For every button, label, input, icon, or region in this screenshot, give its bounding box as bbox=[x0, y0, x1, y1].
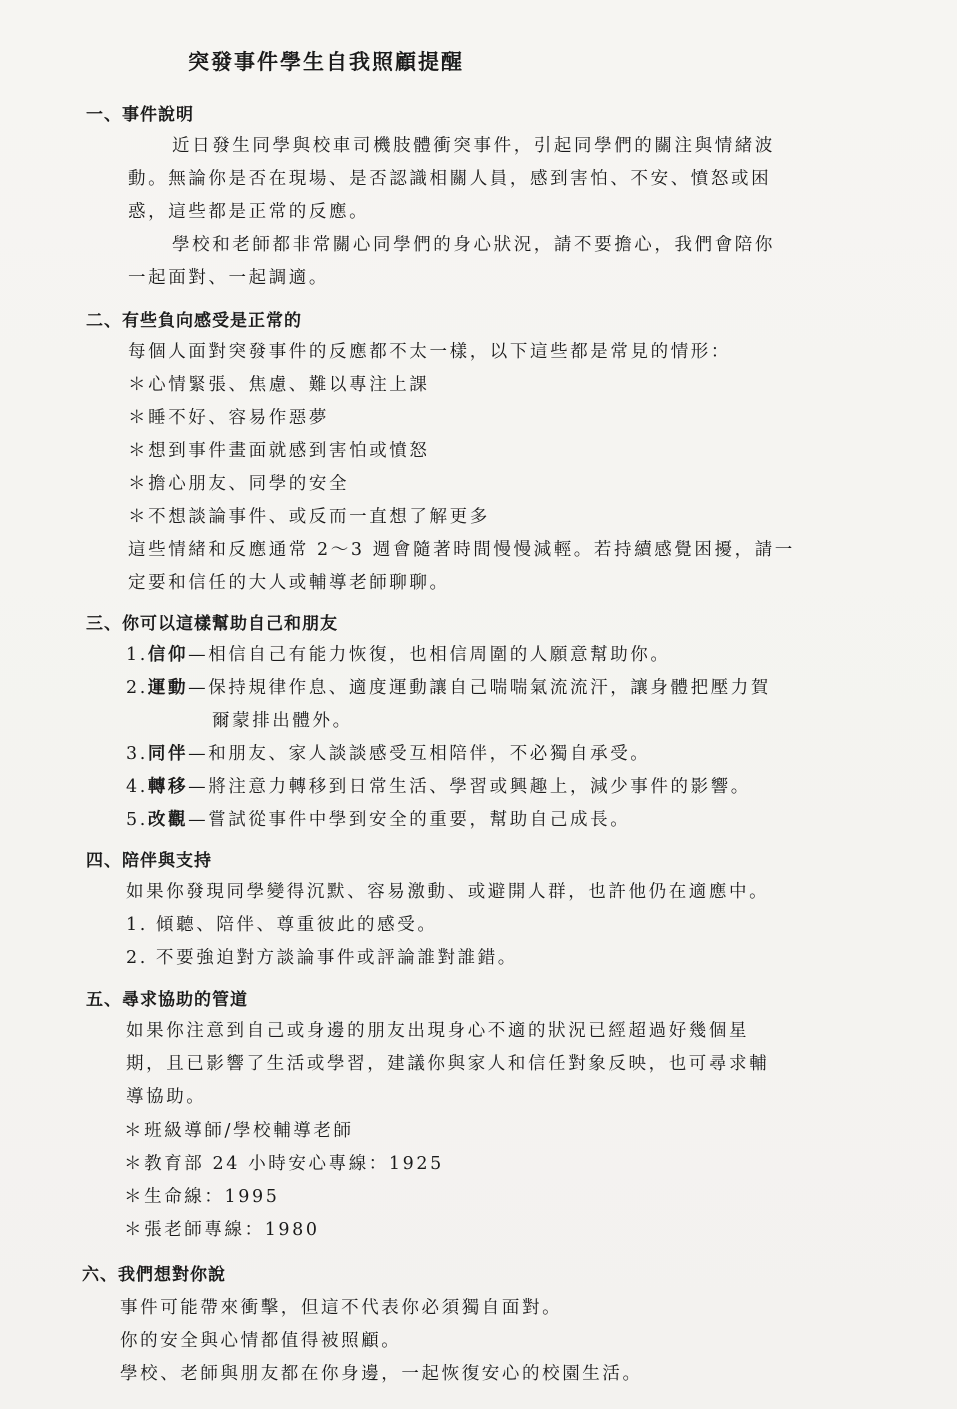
section-3-item bbox=[126, 641, 671, 666]
section-5-intro-line: 期，且已影響了生活或學習，建議你與家人和信任對象反映，也可尋求輔 bbox=[126, 1054, 770, 1074]
section-5-contact: ＊生命線：1995 bbox=[124, 1187, 280, 1207]
section-2-bullet: ＊睡不好、容易作惡夢 bbox=[128, 408, 329, 428]
section-5-contact: ＊教育部 24 小時安心專線：1925 bbox=[124, 1154, 444, 1174]
section-6-line: 你的安全與心情都值得被照顧。 bbox=[120, 1331, 402, 1351]
section-1-paragraph-1-line: 動。無論你是否在現場、是否認識相關人員，感到害怕、不安、憤怒或困 bbox=[128, 169, 772, 189]
section-6-line: 學校、老師與朋友都在你身邊，一起恢復安心的校園生活。 bbox=[120, 1364, 643, 1384]
item-number: 5. bbox=[126, 810, 148, 830]
section-4-heading: 四、陪伴與支持 bbox=[86, 851, 212, 871]
section-1-paragraph-1-line: 近日發生同學與校車司機肢體衝突事件，引起同學們的關注與情緒波 bbox=[172, 136, 775, 156]
section-3-item bbox=[126, 740, 650, 765]
section-5-heading: 五、尋求協助的管道 bbox=[86, 990, 248, 1010]
item-keyword: 運動 bbox=[147, 678, 189, 698]
section-2-bullet: ＊想到事件畫面就感到害怕或憤怒 bbox=[128, 441, 430, 461]
item-text: —嘗試從事件中學到安全的重要，幫助自己成長。 bbox=[188, 810, 631, 830]
section-1-paragraph-1-line: 惑，這些都是正常的反應。 bbox=[128, 202, 370, 222]
item-keyword: 同伴 bbox=[147, 744, 189, 764]
section-4-intro: 如果你發現同學變得沉默、容易激動、或避開人群，也許他仍在適應中。 bbox=[126, 882, 770, 902]
item-keyword: 信仰 bbox=[147, 645, 189, 665]
section-3-heading: 三、你可以這樣幫助自己和朋友 bbox=[86, 614, 338, 634]
item-keyword: 改觀 bbox=[147, 810, 189, 830]
section-3-item bbox=[126, 806, 630, 831]
item-text: —保持規律作息、適度運動讓自己喘喘氣流流汗，讓身體把壓力賀 bbox=[188, 678, 772, 698]
section-6-heading: 六、我們想對你說 bbox=[82, 1265, 226, 1285]
section-2-bullet: ＊心情緊張、焦慮、難以專注上課 bbox=[128, 375, 430, 395]
item-keyword: 轉移 bbox=[147, 777, 189, 797]
section-5-intro-line: 如果你注意到自己或身邊的朋友出現身心不適的狀況已經超過好幾個星 bbox=[126, 1021, 750, 1041]
section-2-bullet: ＊不想談論事件、或反而一直想了解更多 bbox=[128, 507, 490, 527]
section-4-item: 2. 不要強迫對方談論事件或評論誰對誰錯。 bbox=[126, 948, 518, 968]
item-number: 1. bbox=[126, 645, 148, 665]
item-text: —相信自己有能力恢復，也相信周圍的人願意幫助你。 bbox=[188, 645, 671, 665]
section-2-intro: 每個人面對突發事件的反應都不太一樣，以下這些都是常見的情形： bbox=[128, 342, 731, 362]
item-number: 4. bbox=[126, 777, 148, 797]
item-number: 3. bbox=[126, 744, 148, 764]
item-text: —將注意力轉移到日常生活、學習或興趣上，減少事件的影響。 bbox=[188, 777, 751, 797]
section-2-closing-line: 這些情緒和反應通常 2～3 週會隨著時間慢慢減輕。若持續感覺困擾，請一 bbox=[128, 540, 795, 560]
section-5-intro-line: 導協助。 bbox=[126, 1087, 207, 1107]
section-3-item bbox=[126, 773, 751, 798]
item-number: 2. bbox=[126, 678, 148, 698]
section-6-line: 事件可能帶來衝擊，但這不代表你必須獨自面對。 bbox=[120, 1298, 563, 1318]
section-1-paragraph-2-line: 學校和老師都非常關心同學們的身心狀況，請不要擔心，我們會陪你 bbox=[172, 235, 775, 255]
section-2-closing-line: 定要和信任的大人或輔導老師聊聊。 bbox=[128, 573, 450, 593]
section-5-contact: ＊班級導師/學校輔導老師 bbox=[124, 1121, 354, 1141]
section-4-item: 1. 傾聽、陪伴、尊重彼此的感受。 bbox=[126, 915, 438, 935]
section-3-item bbox=[126, 674, 771, 699]
section-2-heading: 二、有些負向感受是正常的 bbox=[86, 311, 302, 331]
section-3-item-continuation: 爾蒙排出體外。 bbox=[212, 711, 353, 731]
section-1-paragraph-2-line: 一起面對、一起調適。 bbox=[128, 268, 329, 288]
item-text: —和朋友、家人談談感受互相陪伴，不必獨自承受。 bbox=[188, 744, 651, 764]
section-2-bullet: ＊擔心朋友、同學的安全 bbox=[128, 474, 350, 494]
section-5-contact: ＊張老師專線：1980 bbox=[124, 1220, 320, 1240]
document-title: 突發事件學生自我照顧提醒 bbox=[188, 49, 464, 74]
section-1-heading: 一、事件說明 bbox=[86, 105, 194, 125]
